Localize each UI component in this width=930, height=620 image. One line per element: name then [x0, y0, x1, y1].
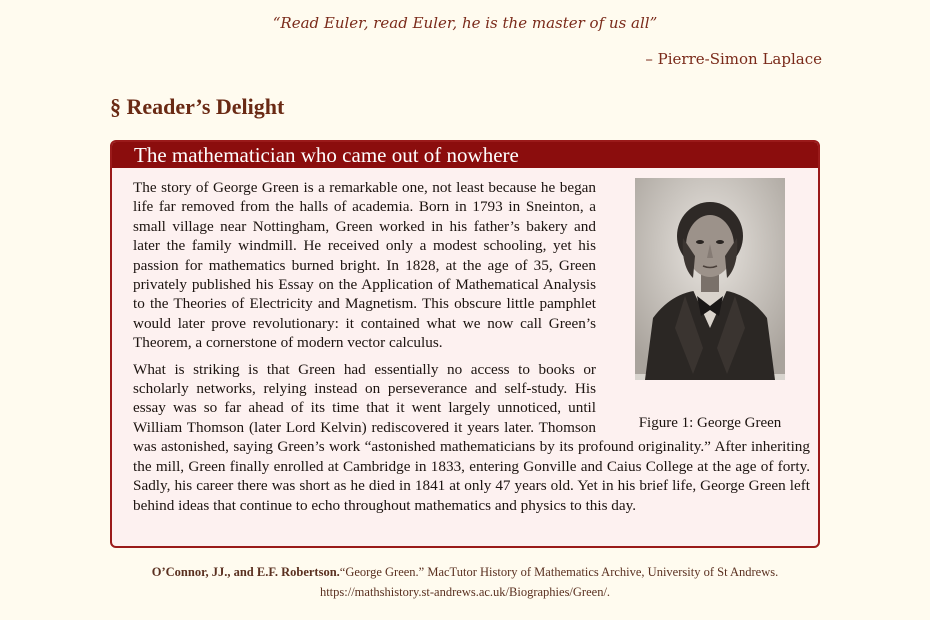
feature-box — [110, 140, 820, 548]
portrait-photo — [635, 178, 785, 380]
section-heading: § Reader’s Delight — [110, 94, 285, 119]
figure — [610, 178, 810, 433]
citation — [120, 562, 810, 602]
figure-caption: Figure 1: George Green — [638, 414, 782, 431]
citation-authors: O’Connor, JJ., and E.F. Robertson. — [151, 565, 340, 579]
epigraph-attribution: – Pierre-Simon Laplace — [645, 50, 822, 68]
box-title: The mathematician who came out of nowhere — [112, 142, 818, 168]
paragraph-1: The story of George Green is a remarkable one, not least because he began life far removed from the halls of academia. Born in 1793 in Sneinton, a small village near Nottingham, Green worked in his father’s bakery and later the family windmill. He received only a modest schooling, yet his passion for mathematics burned bright. In 1828, at the age of 35, Green privately published his Essay on the Application of Mathematical Analysis to the Theories of Electricity and Magnetism. This obscure little pamphlet would later prove revolutionary: it contained what we now call Green’s Theorem, a cornerstone of modern vector calculus. — [133, 179, 596, 352]
epigraph-quote: “Read Euler, read Euler, he is the master of us all” — [272, 14, 658, 32]
box-body — [133, 178, 810, 522]
citation-details: “George Green.” MacTutor History of Mathematics Archive, University of St Andrews. https://mathshistory.st-andrews.ac.uk/Biographies/Green/. — [319, 565, 779, 599]
paragraph-2: What is striking is that Green had essentially no access to books or scholarly networks, relying instead on perseverance and self-study. His essay was so far ahead of its time that it went largely unnoticed, until William Thomson (later Lord Kelvin) rediscovered it years later. Thomson was astonished, saying Green’s work “astonished mathematicians by its profound originality.” After inheriting the mill, Green finally enrolled at Cambridge in 1833, entering Gonville and Caius College at the age of forty. Sadly, his career there was short as he died in 1841 at only 47 years old. Yet in his brief life, George Green left behind ideas that continue to echo throughout mathematics and physics to this day. — [133, 360, 810, 514]
